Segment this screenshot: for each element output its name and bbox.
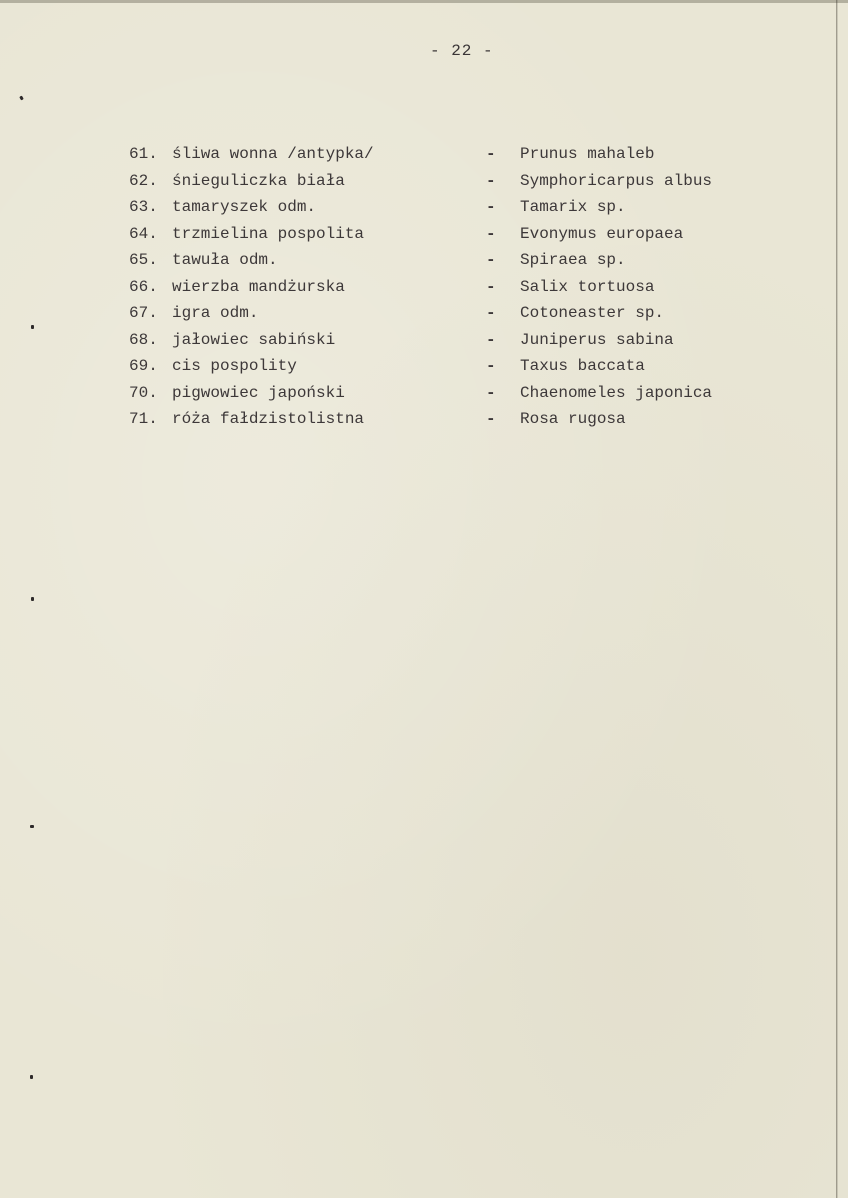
entry-dash: - bbox=[486, 198, 496, 216]
entry-number: 64. bbox=[129, 224, 158, 243]
polish-name: śliwa wonna /antypka/ bbox=[172, 145, 374, 163]
page-number: - 22 - bbox=[430, 42, 494, 60]
entry-dash: - bbox=[486, 171, 496, 190]
latin-name: Chaenomeles japonica bbox=[520, 383, 713, 402]
entry-dash: - bbox=[486, 224, 496, 243]
entry-dash: - bbox=[486, 410, 496, 428]
entry-number: 71. bbox=[129, 410, 158, 428]
polish-name: igra odm. bbox=[172, 304, 259, 322]
scan-speck bbox=[30, 1075, 33, 1079]
scan-speck bbox=[19, 96, 24, 101]
latin-name: Spiraea sp. bbox=[520, 251, 626, 269]
entry-dash: - bbox=[486, 304, 496, 322]
polish-name: wierzba mandżurska bbox=[172, 277, 345, 296]
latin-name: Prunus mahaleb bbox=[520, 145, 655, 163]
entry-number: 70. bbox=[129, 383, 158, 402]
polish-name: śnieguliczka biała bbox=[172, 171, 345, 190]
scan-speck bbox=[30, 825, 34, 828]
latin-name: Cotoneaster sp. bbox=[520, 304, 665, 322]
entry-dash: - bbox=[486, 383, 496, 402]
entry-dash: - bbox=[486, 145, 496, 163]
scan-speck bbox=[31, 597, 34, 601]
page-right-edge bbox=[836, 0, 838, 1198]
scan-speck bbox=[31, 325, 34, 329]
entry-dash: - bbox=[486, 357, 496, 375]
latin-name: Tamarix sp. bbox=[520, 198, 626, 216]
entry-number: 62. bbox=[129, 171, 158, 190]
entry-number: 67. bbox=[129, 304, 158, 322]
entry-number: 65. bbox=[129, 251, 158, 269]
entry-number: 66. bbox=[129, 277, 158, 296]
entry-dash: - bbox=[486, 251, 496, 269]
latin-name: Juniperus sabina bbox=[520, 330, 674, 349]
polish-name: cis pospolity bbox=[172, 357, 297, 375]
polish-name: tawuła odm. bbox=[172, 251, 278, 269]
page-top-edge bbox=[0, 0, 848, 3]
polish-name: róża fałdzistolistna bbox=[172, 410, 365, 428]
latin-name: Symphoricarpus albus bbox=[520, 171, 713, 190]
latin-name: Salix tortuosa bbox=[520, 277, 655, 296]
latin-name: Evonymus europaea bbox=[520, 224, 684, 243]
entry-number: 61. bbox=[129, 145, 158, 163]
polish-name: jałowiec sabiński bbox=[172, 330, 336, 349]
entry-dash: - bbox=[486, 330, 496, 349]
polish-name: pigwowiec japoński bbox=[172, 383, 345, 402]
polish-name: trzmielina pospolita bbox=[172, 224, 365, 243]
entry-number: 68. bbox=[129, 330, 158, 349]
latin-name: Rosa rugosa bbox=[520, 410, 626, 428]
polish-name: tamaryszek odm. bbox=[172, 198, 317, 216]
entry-dash: - bbox=[486, 277, 496, 296]
latin-name: Taxus baccata bbox=[520, 357, 645, 375]
entry-number: 63. bbox=[129, 198, 158, 216]
entry-number: 69. bbox=[129, 357, 158, 375]
